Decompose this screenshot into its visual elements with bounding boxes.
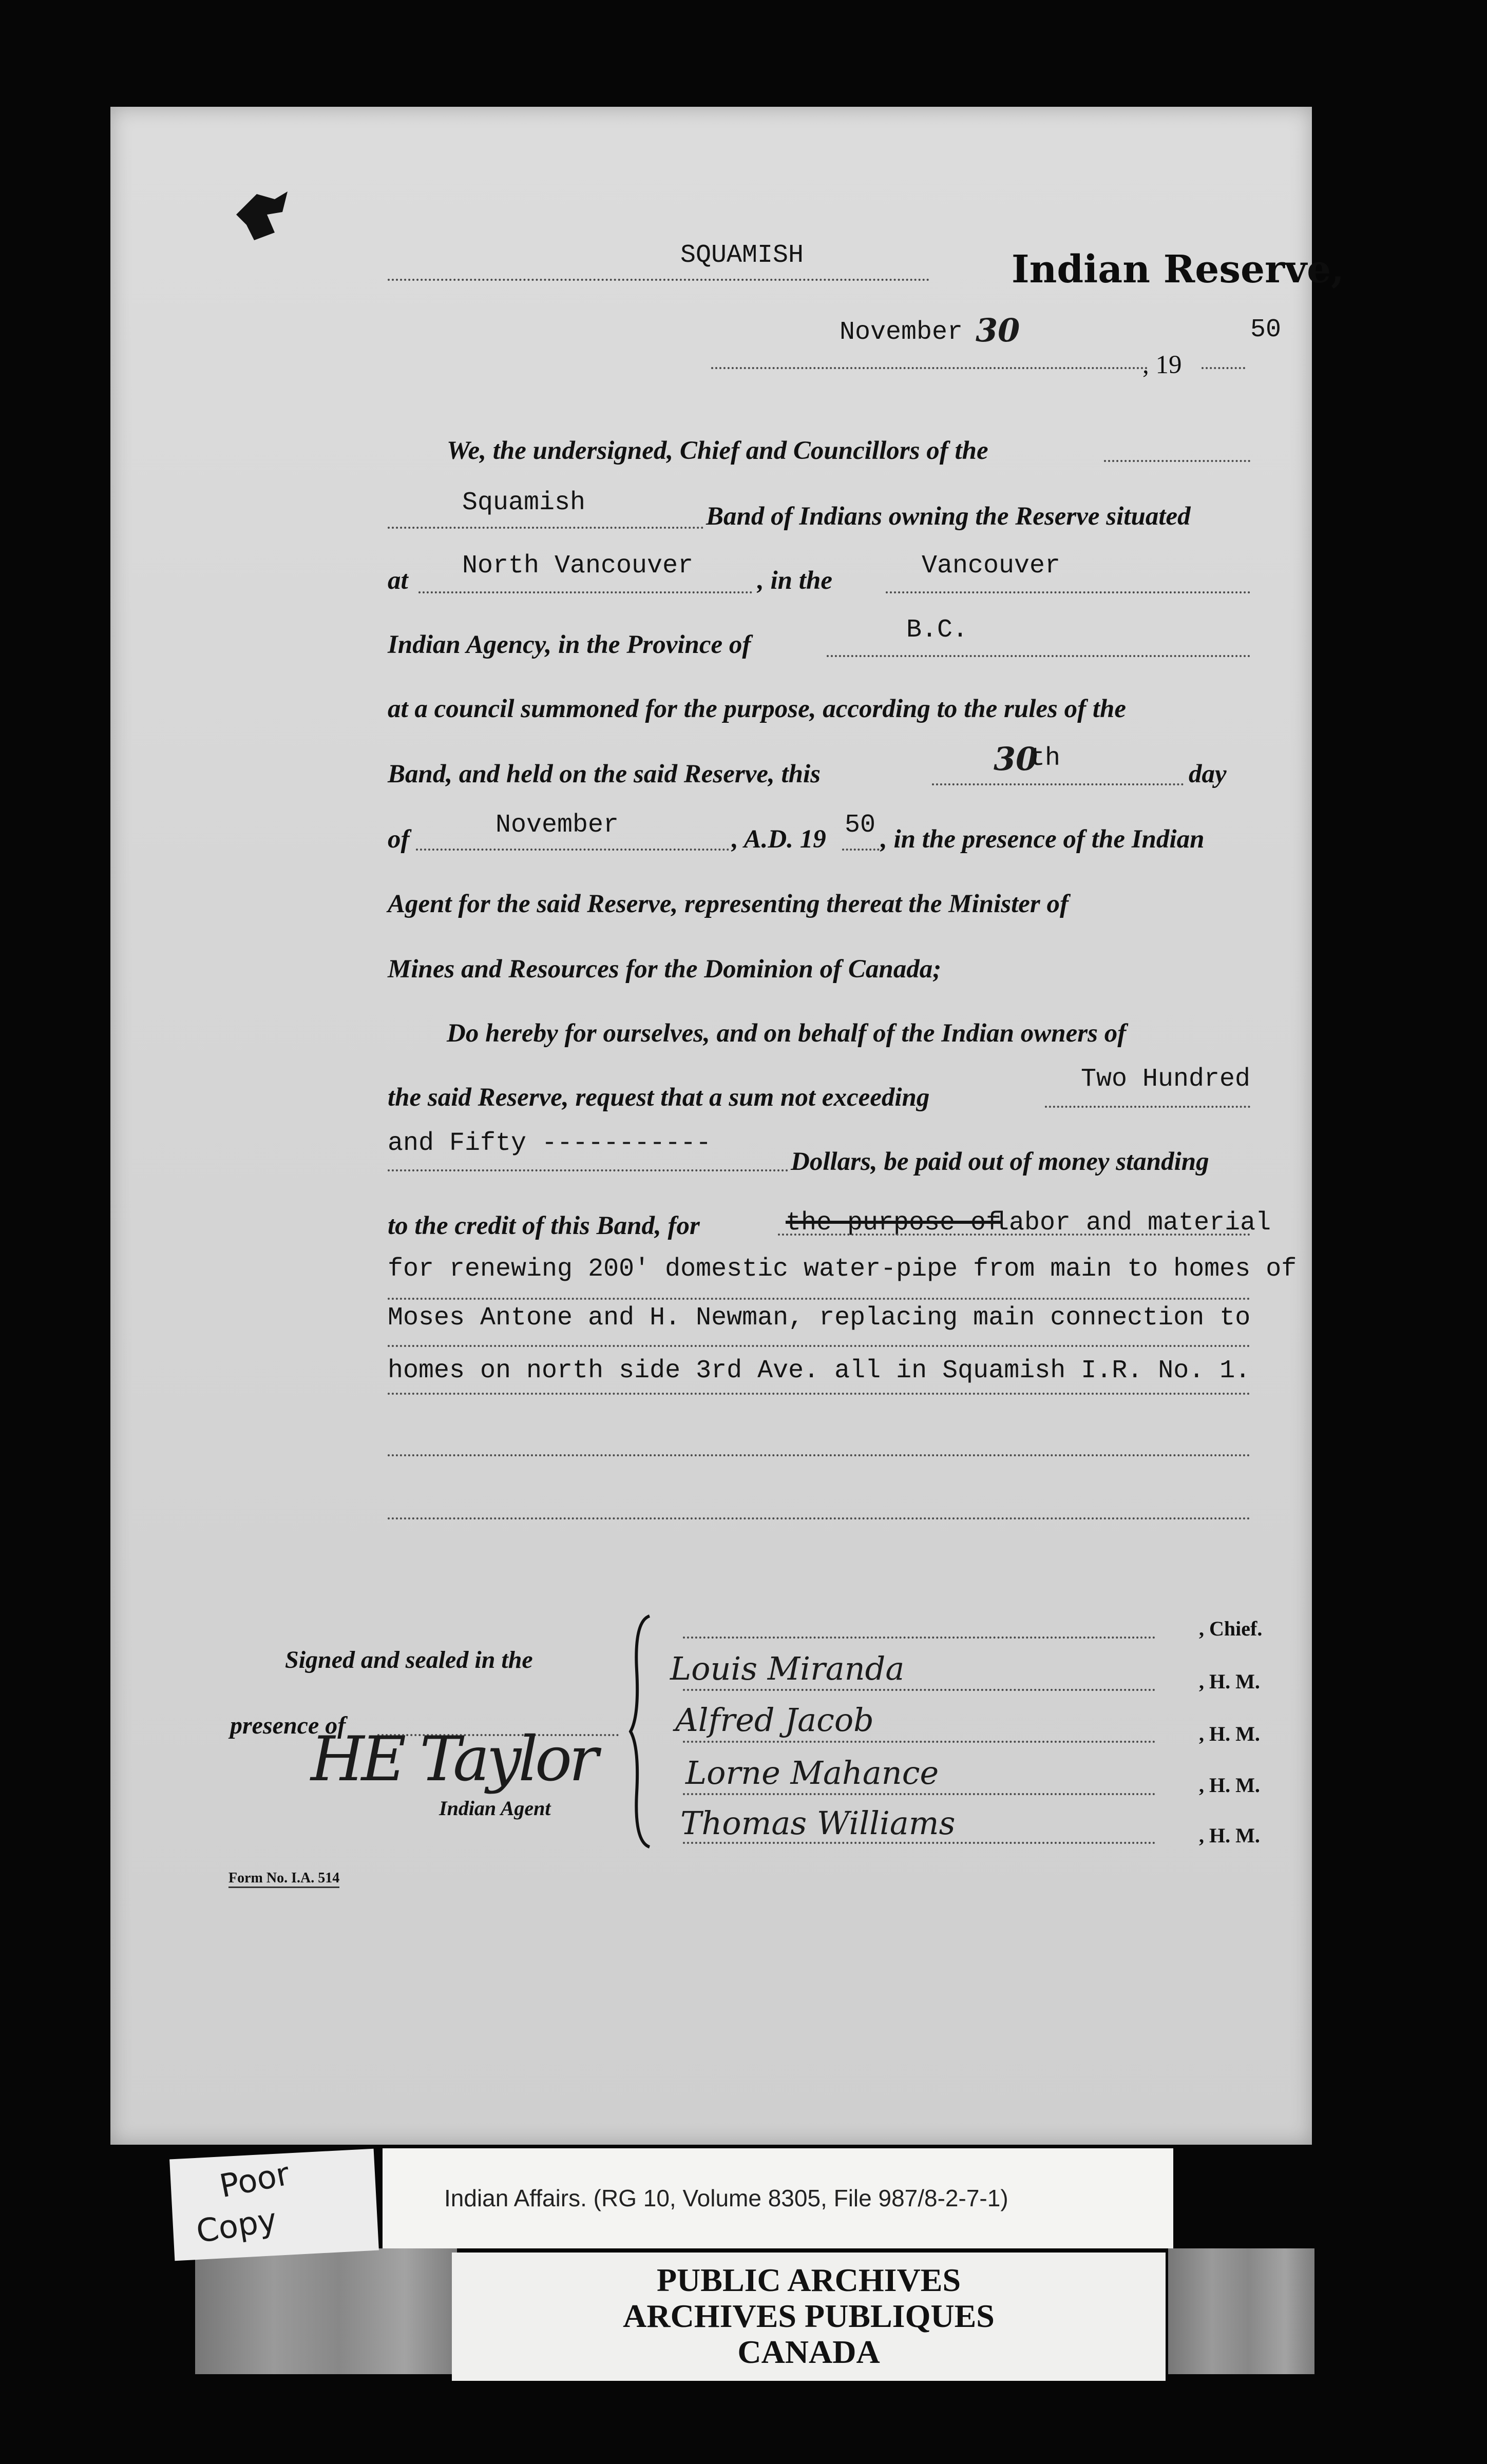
body-line-4: Indian Agency, in the Province of bbox=[388, 630, 751, 659]
councillor-signature-2: Alfred Jacob bbox=[675, 1701, 874, 1739]
reserve-name: SQUAMISH bbox=[680, 241, 804, 270]
reserve-title: Indian Reserve, bbox=[1012, 247, 1344, 292]
purpose-line-2: for renewing 200' domestic water-pipe from main to homes of bbox=[388, 1255, 1297, 1284]
purpose-line-3: Moses Antone and H. Newman, replacing main connection to bbox=[388, 1303, 1251, 1333]
purpose-line-4: homes on north side 3rd Ave. all in Squamish I.R. No. 1. bbox=[388, 1356, 1251, 1385]
body-line-11: the said Reserve, request that a sum not exceeding bbox=[388, 1083, 930, 1112]
poor-copy-line-1: Poor bbox=[216, 2154, 293, 2205]
mount-strip-right bbox=[1168, 2248, 1314, 2374]
poor-copy-stamp bbox=[169, 2149, 379, 2261]
hm-label-1: , H. M. bbox=[1199, 1670, 1260, 1693]
date-year-suffix: 50 bbox=[1250, 315, 1282, 344]
purpose-line-1: labor and material bbox=[994, 1208, 1271, 1238]
mount-strip-left bbox=[195, 2248, 457, 2374]
council-year: 50 bbox=[845, 811, 876, 840]
band-name: Squamish bbox=[462, 488, 586, 517]
councillor-signature-4: Thomas Williams bbox=[680, 1804, 956, 1842]
council-day-suffix: th bbox=[1030, 744, 1061, 773]
councillor-signature-1: Louis Miranda bbox=[670, 1650, 905, 1687]
in-the-label: , in the bbox=[757, 566, 832, 595]
presence-text: , in the presence of the Indian bbox=[881, 825, 1205, 854]
location: North Vancouver bbox=[462, 551, 694, 581]
body-line-6: Band, and held on the said Reserve, this bbox=[388, 760, 821, 788]
bracket-icon bbox=[626, 1613, 657, 1850]
document-sheet bbox=[110, 107, 1344, 2145]
council-day-handwritten: 30 bbox=[994, 740, 1038, 778]
body-line-12: Dollars, be paid out of money standing bbox=[791, 1147, 1209, 1176]
body-line-2: Band of Indians owning the Reserve situated bbox=[706, 502, 1191, 531]
archive-line-2: ARCHIVES PUBLIQUES bbox=[623, 2298, 995, 2334]
signed-sealed-label: Signed and sealed in the bbox=[285, 1646, 533, 1673]
archive-stamp bbox=[452, 2253, 1166, 2381]
body-line-1: We, the undersigned, Chief and Councillors of the bbox=[447, 436, 988, 465]
province: B.C. bbox=[906, 615, 968, 645]
form-number: Form No. I.A. 514 bbox=[228, 1870, 339, 1888]
agent-signature: HE Taylor bbox=[311, 1724, 596, 1795]
purpose-struck: the purpose of bbox=[786, 1208, 1002, 1238]
day-label: day bbox=[1189, 760, 1227, 788]
amount-part-2: and Fifty ----------- bbox=[388, 1129, 712, 1158]
council-month: November bbox=[495, 811, 619, 840]
body-line-10: Do hereby for ourselves, and on behalf of the Indian owners of bbox=[447, 1019, 1127, 1048]
body-line-8: Agent for the said Reserve, representing thereat the Minister of bbox=[388, 890, 1069, 918]
body-line-5: at a council summoned for the purpose, according to the rules of the bbox=[388, 695, 1127, 723]
body-line-9: Mines and Resources for the Dominion of Canada; bbox=[388, 955, 942, 984]
hm-label-4: , H. M. bbox=[1199, 1824, 1260, 1847]
reference-slip bbox=[383, 2148, 1173, 2248]
date-day-handwritten: 30 bbox=[976, 312, 1020, 349]
councillor-signature-3: Lorne Mahance bbox=[685, 1754, 939, 1792]
date-month: November bbox=[840, 318, 963, 347]
agency: Vancouver bbox=[922, 551, 1061, 581]
date-year-prefix: , 19 bbox=[1142, 351, 1182, 379]
poor-copy-line-2: Copy bbox=[194, 2201, 279, 2250]
hm-label-3: , H. M. bbox=[1199, 1774, 1260, 1797]
at-label: at bbox=[388, 566, 408, 595]
ad-label: , A.D. 19 bbox=[732, 825, 826, 854]
archive-line-1: PUBLIC ARCHIVES bbox=[656, 2262, 961, 2298]
presence-of-label: presence of bbox=[230, 1712, 346, 1739]
archive-line-3: CANADA bbox=[737, 2334, 880, 2370]
amount-part-1: Two Hundred bbox=[1081, 1065, 1251, 1094]
indian-agent-label: Indian Agent bbox=[439, 1797, 551, 1820]
chief-label: , Chief. bbox=[1199, 1617, 1263, 1640]
archive-reference: Indian Affairs. (RG 10, Volume 8305, File 987/8-2-7-1) bbox=[444, 2185, 1008, 2211]
hm-label-2: , H. M. bbox=[1199, 1722, 1260, 1745]
staple-mark-icon bbox=[226, 184, 298, 245]
body-line-13: to the credit of this Band, for bbox=[388, 1211, 700, 1240]
of-label: of bbox=[388, 825, 410, 854]
